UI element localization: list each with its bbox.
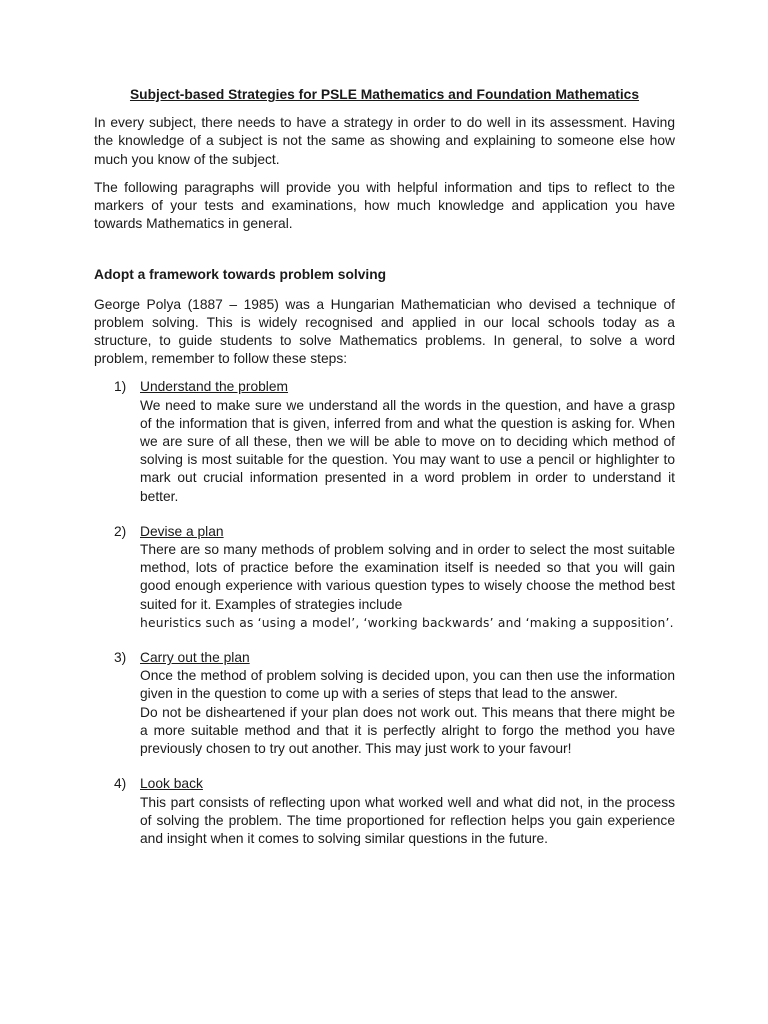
intro-paragraph-2: The following paragraphs will provide you with helpful information and tips to reflect to the markers of your tests and examinations, how much knowledge and application you have towards Mathematics in general. <box>94 179 675 232</box>
step-title: Understand the problem <box>140 379 289 395</box>
step-body: Once the method of problem solving is decided upon, you can then use the information given in the question to come up with a series of steps that lead to the answer. <box>140 668 675 702</box>
step-body: This part consists of reflecting upon what worked well and what did not, in the process of solving the problem. The time proportioned for reflection helps you gain experience and insight when it comes to solving similar questions in the future. <box>140 794 675 846</box>
step-title: Devise a plan <box>140 523 224 539</box>
intro-paragraph-1: In every subject, there needs to have a strategy in order to do well in its assessment. Having the knowledge of a subject is not the same as showing and explaining to someone else how much you know of the subject. <box>94 115 675 167</box>
step-item <box>94 378 675 505</box>
section-heading: Adopt a framework towards problem solving <box>94 267 387 283</box>
document-page <box>94 86 675 865</box>
step-item <box>94 775 675 848</box>
step-item <box>94 523 675 632</box>
step-number: 3) <box>114 650 127 666</box>
document-title: Subject-based Strategies for PSLE Mathematics and Foundation Mathematics <box>129 87 640 102</box>
step-title: Look back <box>140 776 203 792</box>
step-body-continued: heuristics such as ‘using a model’, ‘working backwards’ and ‘making a supposition’. <box>140 615 674 630</box>
step-number: 1) <box>114 379 127 395</box>
step-number: 4) <box>114 776 127 792</box>
step-body: There are so many methods of problem solving and in order to select the most suitable method, lots of practice before the examination itself is needed so that you will gain good enough experience with various question types to wisely choose the method best suited for it. Examples of strategies include <box>140 542 675 612</box>
steps-list <box>94 378 675 848</box>
step-item <box>94 649 675 758</box>
step-body-continued: Do not be disheartened if your plan does not work out. This means that there might be a more suitable method and that it is perfectly alright to forgo the method you have previously chosen to try out another. This may just work to your favour! <box>140 704 675 757</box>
step-body: We need to make sure we understand all the words in the question, and have a grasp of the information that is given, inferred from and what the question is asking for. When we are sure of all these, then we will be able to move on to deciding which method of solving is most suitable for the question. You may want to use a pencil or highlighter to mark out crucial information presented in a word problem in order to understand it better. <box>140 397 675 504</box>
step-number: 2) <box>114 523 127 539</box>
section-intro-paragraph: George Polya (1887 – 1985) was a Hungarian Mathematician who devised a technique of problem solving. This is widely recognised and applied in our local schools today as a structure, to guide students to solve Mathematics problems. In general, to solve a word problem, remember to follow these steps: <box>94 296 675 367</box>
step-title: Carry out the plan <box>140 650 250 666</box>
